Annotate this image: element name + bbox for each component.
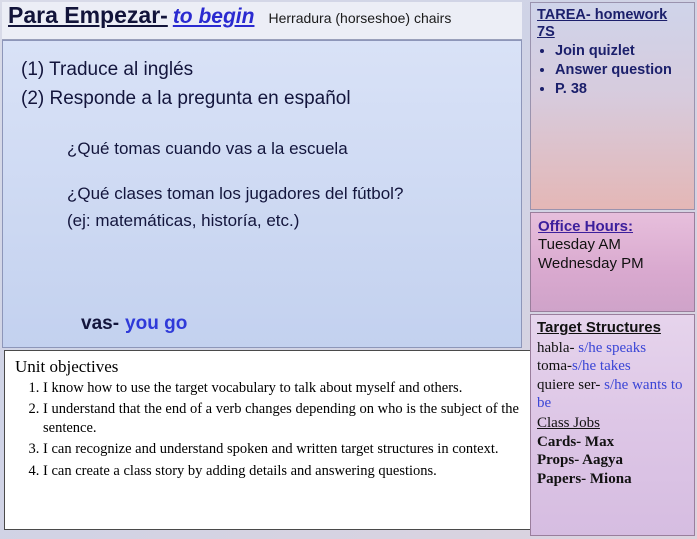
unit-objectives-list bbox=[13, 379, 523, 481]
target-structures-title: Target Structures bbox=[537, 319, 661, 336]
instruction-1: (1) Traduce al inglés bbox=[21, 59, 194, 80]
question-2: ¿Qué clases toman los jugadores del fútbol? bbox=[67, 183, 404, 203]
target-structure-spanish: habla- bbox=[537, 340, 575, 356]
target-structure-entry bbox=[537, 376, 688, 413]
unit-objectives-title: Unit objectives bbox=[15, 357, 119, 376]
class-job-item: Props- Aagya bbox=[537, 452, 623, 469]
class-job-item: Cards- Max bbox=[537, 433, 615, 450]
target-structure-spanish: toma- bbox=[537, 358, 572, 375]
list-item: • P. 38 bbox=[555, 81, 688, 99]
question-block bbox=[67, 138, 503, 233]
homework-title bbox=[537, 7, 688, 40]
list-item: 2. I understand that the end of a verb changes depending on who is the subject of the sentence. bbox=[43, 400, 523, 438]
warmup-panel bbox=[2, 40, 522, 348]
question-1: ¿Qué tomas cuando vas a la escuela bbox=[67, 138, 348, 158]
class-job-item: Papers- Miona bbox=[537, 470, 632, 487]
target-structures-box bbox=[530, 314, 695, 536]
list-item: • Join quizlet bbox=[555, 43, 688, 61]
office-hours-title: Office Hours: bbox=[538, 218, 634, 235]
homework-class-code: 7S bbox=[537, 23, 555, 40]
homework-list bbox=[537, 43, 688, 98]
office-hours-line: Wednesday PM bbox=[538, 254, 644, 272]
office-hours-box bbox=[530, 212, 695, 312]
target-structure-spanish: quiere ser- bbox=[537, 376, 601, 393]
list-item: 1. I know how to use the target vocabulary to talk about myself and others. bbox=[43, 379, 523, 398]
target-structure-entry bbox=[537, 339, 688, 357]
list-item: 3. I can recognize and understand spoken and written target structures in context. bbox=[43, 440, 523, 459]
list-item: • Answer question bbox=[555, 62, 688, 80]
class-jobs-title: Class Jobs bbox=[537, 415, 600, 432]
answer-line bbox=[81, 313, 187, 335]
target-structure-entry bbox=[537, 357, 688, 375]
page-title-translation: to begin bbox=[172, 5, 255, 28]
seating-note: Herradura (horseshoe) chairs bbox=[268, 10, 452, 26]
target-structure-english: s/he speaks bbox=[578, 340, 647, 356]
title-bar bbox=[2, 2, 522, 40]
page-title: Para Empezar- bbox=[8, 2, 168, 28]
office-hours-line: Tuesday AM bbox=[538, 236, 621, 253]
list-item: 4. I can create a class story by adding details and answering questions. bbox=[43, 462, 523, 481]
unit-objectives-box bbox=[4, 350, 532, 530]
answer-word: vas- bbox=[81, 313, 120, 334]
right-column bbox=[528, 0, 697, 539]
homework-box bbox=[530, 2, 695, 210]
target-structure-english: s/he takes bbox=[572, 358, 631, 375]
instruction-2: (2) Responde a la pregunta en español bbox=[21, 88, 351, 110]
target-structure-english: s/he wants to be bbox=[537, 376, 683, 411]
homework-title-text: TAREA- homework bbox=[537, 7, 668, 23]
answer-translation: you go bbox=[125, 313, 188, 334]
question-2-example: (ej: matemáticas, historía, etc.) bbox=[67, 210, 300, 230]
